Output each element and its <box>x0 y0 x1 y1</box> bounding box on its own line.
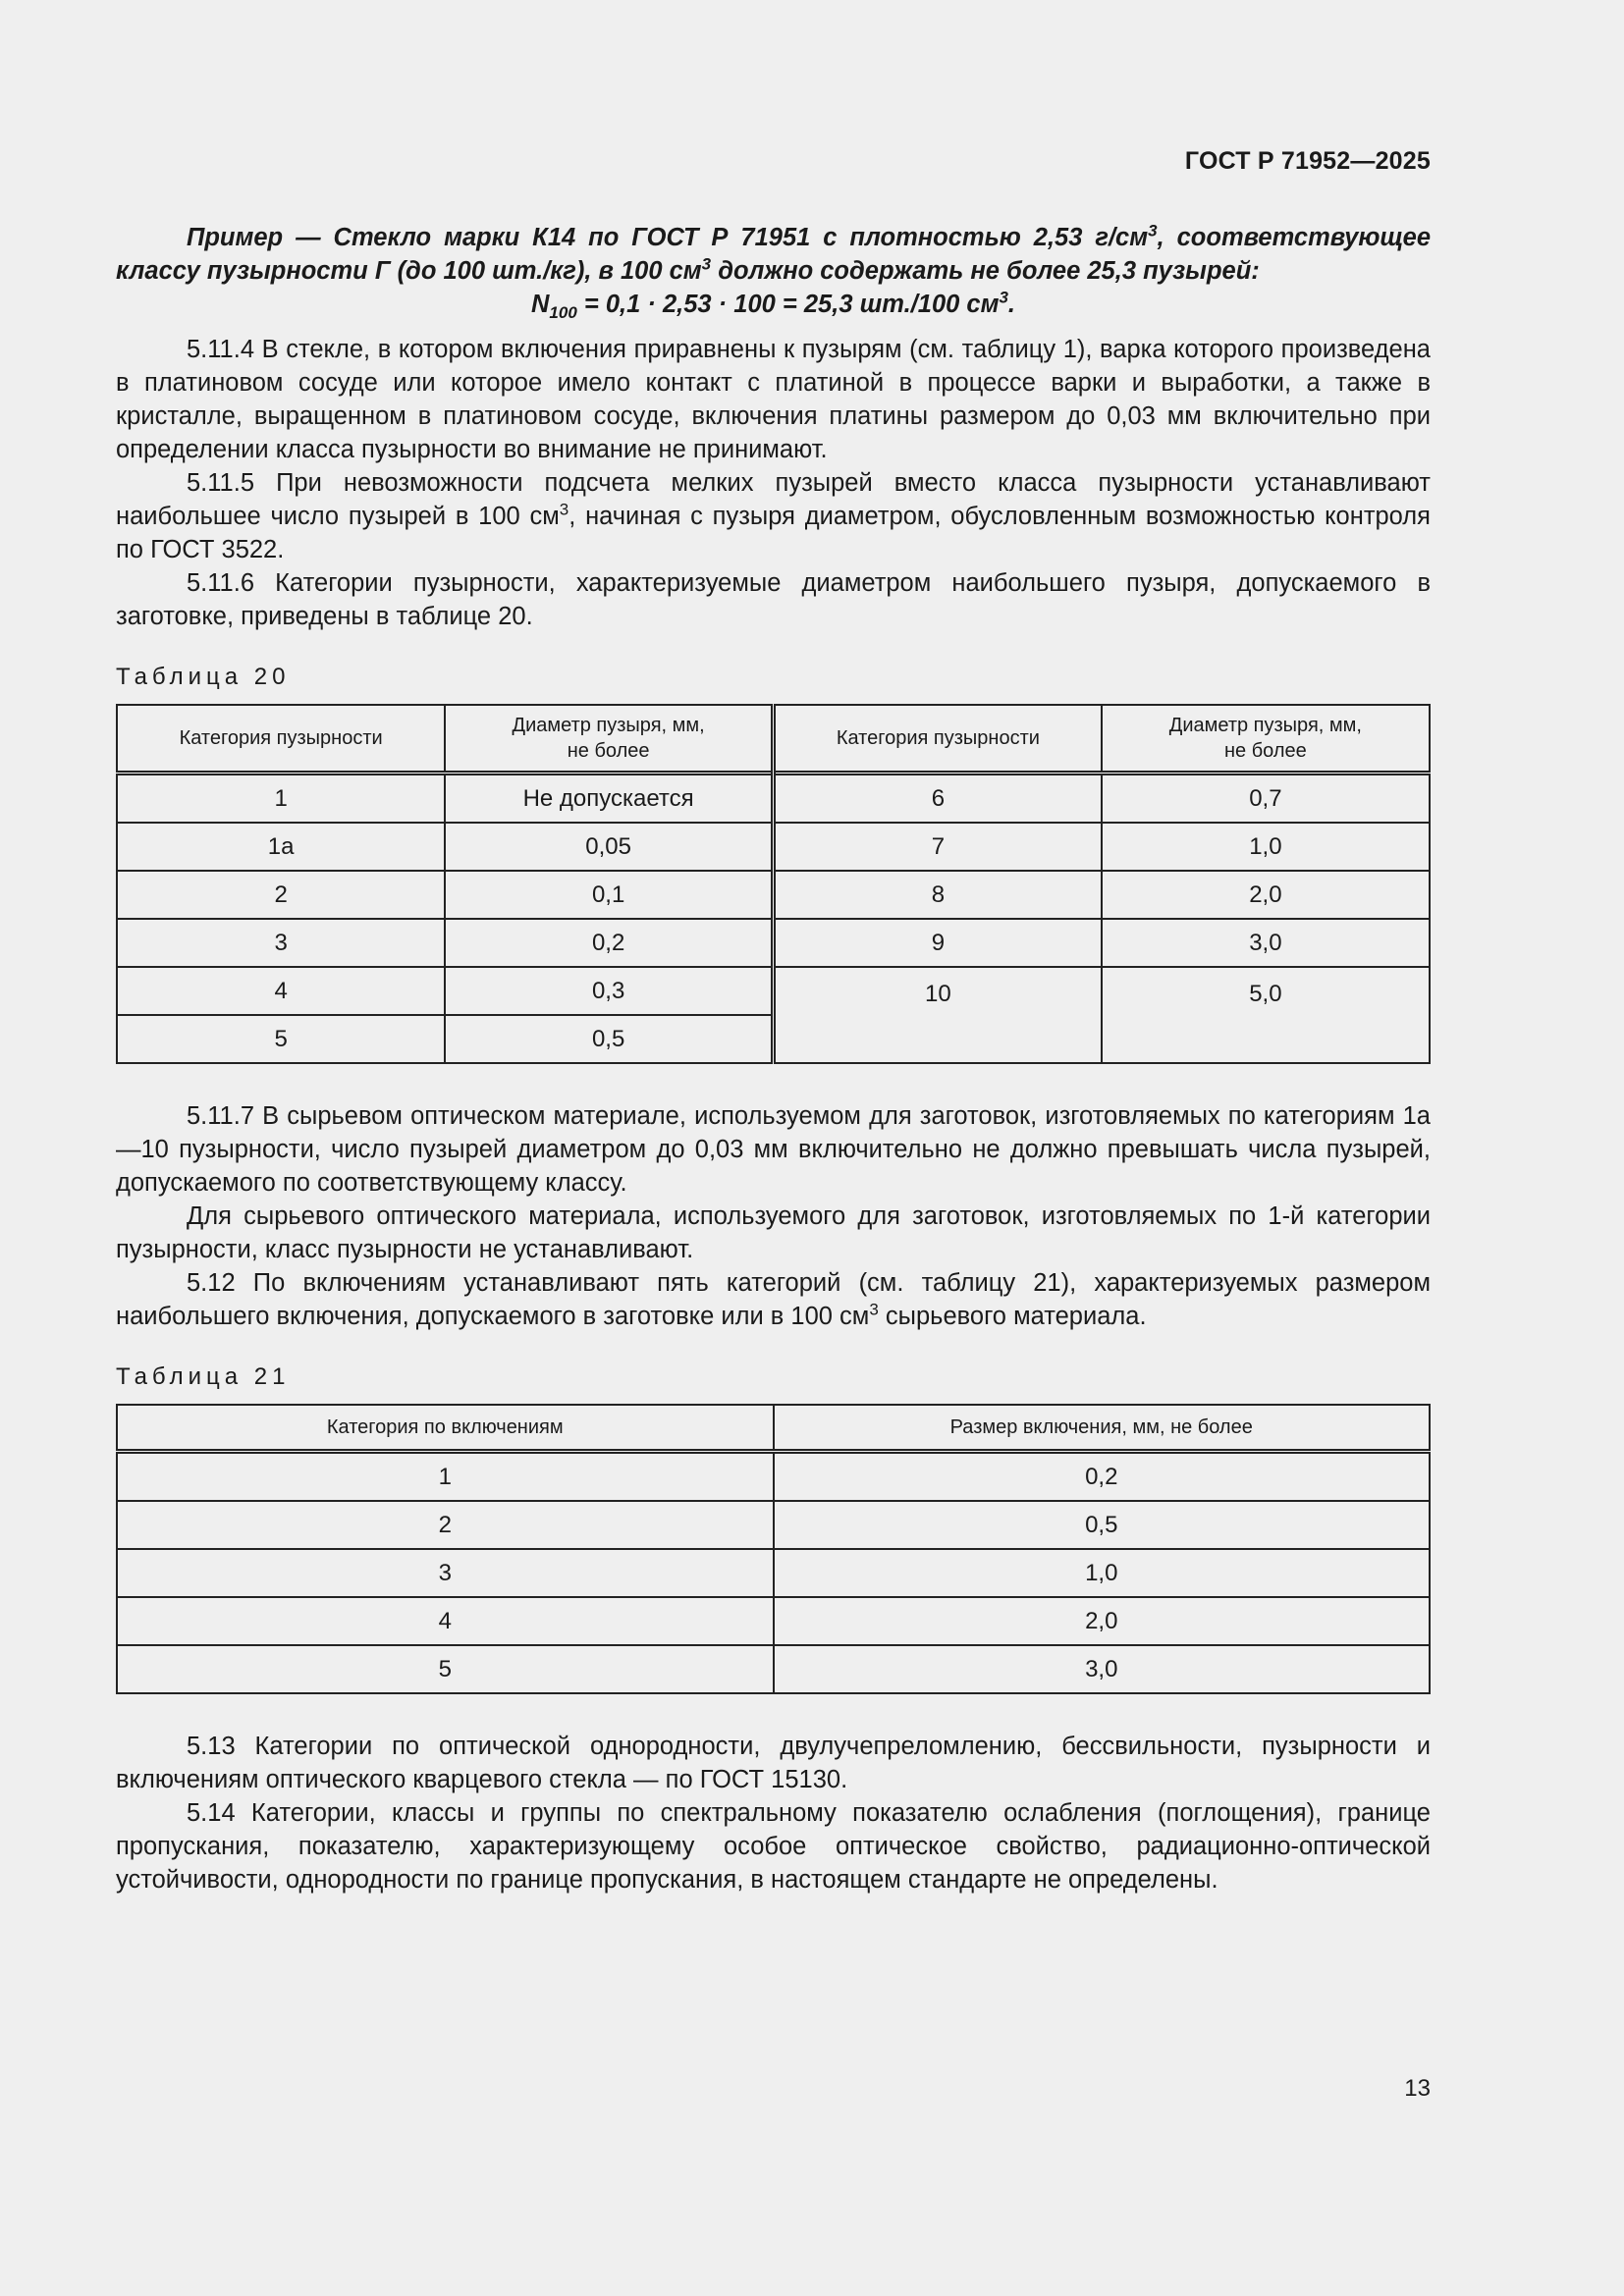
header-cell: Категория пузырности <box>774 705 1102 774</box>
table-cell: 1,0 <box>1102 823 1430 871</box>
paragraph-5-11-4: 5.11.4 В стекле, в котором включения приравнены к пузырям (см. таблицу 1), варка которого произведена в платиновом сосуде или которое имело контакт с платиной в процессе варки и выработки, а также в кристалле, выращенном в платиновом сосуде, включения платины размером до 0,03 мм включительно при определении класса пузырности во внимание не принимают. <box>116 336 1431 463</box>
header-cell-line: Диаметр пузыря, мм, <box>1168 715 1362 736</box>
formula-end: . <box>1007 291 1015 318</box>
formula-symbol: N <box>531 291 550 318</box>
after-table-20 <box>116 1099 1431 1333</box>
example-text-part: должно содержать не более 25,3 пузырей: <box>711 257 1260 285</box>
table-row <box>117 1501 1430 1549</box>
document-code-header: ГОСТ Р 71952—2025 <box>1184 147 1431 175</box>
table-cell: 1а <box>117 823 445 871</box>
table-row <box>117 1645 1430 1693</box>
table-cell: 5 <box>117 1015 445 1063</box>
example-text-part: , соответствующее классу пузырности Г (до 100 шт./кг), в 100 см <box>116 224 1431 285</box>
table-cell: 3 <box>117 1549 774 1597</box>
table-cell: 0,2 <box>445 919 773 967</box>
superscript: 3 <box>999 288 1008 307</box>
table-row <box>117 774 1430 824</box>
table-cell: 3,0 <box>774 1645 1431 1693</box>
table-cell: 7 <box>774 823 1102 871</box>
table-cell: 2 <box>117 1501 774 1549</box>
page-number: 13 <box>1404 2075 1431 2102</box>
example-block <box>116 221 1431 288</box>
table-row <box>117 1549 1430 1597</box>
table-cell: 0,3 <box>445 967 773 1015</box>
table-cell: 3,0 <box>1102 919 1430 967</box>
paragraph-5-11-7: 5.11.7 В сырьевом оптическом материале, используемом для заготовок, изготовляемых по категориям 1а—10 пузырности, число пузырей диаметром до 0,03 мм включительно не должно превышать числа пузырей, допускаемого по соответствующему классу. <box>116 1102 1431 1197</box>
example-formula <box>116 288 1431 321</box>
table-cell: 0,2 <box>774 1452 1431 1502</box>
paragraph-5-14: 5.14 Категории, классы и группы по спектральному показателю ослабления (поглощения), границе пропускания, показателю, характеризующему особое оптическое свойство, радиационно-оптической устойчивости, однородности по границе пропускания, в настоящем стандарте не определены. <box>116 1799 1431 1894</box>
paragraph-text-part: сырьевого материала. <box>878 1303 1147 1330</box>
table-21 <box>116 1404 1431 1694</box>
table-cell: 0,5 <box>445 1015 773 1063</box>
table-20 <box>116 704 1431 1064</box>
header-cell: Категория по включениям <box>117 1405 774 1452</box>
table-row <box>117 967 1430 1015</box>
table-21-caption: Таблица 21 <box>116 1363 291 1390</box>
table-cell: 5 <box>117 1645 774 1693</box>
table-row <box>117 871 1430 919</box>
table-cell: 4 <box>117 967 445 1015</box>
paragraph-5-11-6: 5.11.6 Категории пузырности, характеризуемые диаметром наибольшего пузыря, допускаемого в заготовке, приведены в таблице 20. <box>116 569 1431 630</box>
table-cell: 1 <box>117 1452 774 1502</box>
header-cell <box>445 705 773 774</box>
table-row <box>117 919 1430 967</box>
table-cell: 9 <box>774 919 1102 967</box>
table-cell: 0,1 <box>445 871 773 919</box>
table-row <box>117 823 1430 871</box>
table-cell: 0,5 <box>774 1501 1431 1549</box>
table-cell: 3 <box>117 919 445 967</box>
header-cell-line: Диаметр пузыря, мм, <box>512 715 705 736</box>
after-table-21 <box>116 1730 1431 1896</box>
table-cell: 2 <box>117 871 445 919</box>
paragraph-text-part: , начиная с пузыря диаметром, обусловленным возможностью контроля по ГОСТ 3522. <box>116 503 1431 563</box>
table-20-caption: Таблица 20 <box>116 664 291 690</box>
paragraph-5-11-5 <box>116 466 1431 566</box>
table-cell: 1 <box>117 774 445 824</box>
table-cell: Не допускается <box>445 774 773 824</box>
table-cell: 10 <box>774 967 1102 1063</box>
table-cell: 6 <box>774 774 1102 824</box>
header-cell: Категория пузырности <box>117 705 445 774</box>
header-cell-line: не более <box>1223 740 1307 762</box>
page-content <box>116 221 1431 1896</box>
superscript: 3 <box>559 500 569 519</box>
paragraph-5-11-7-continued: Для сырьевого оптического материала, используемого для заготовок, изготовляемых по 1-й категории пузырности, класс пузырности не устанавливают. <box>116 1202 1431 1263</box>
paragraph-5-12 <box>116 1266 1431 1333</box>
table-cell: 1,0 <box>774 1549 1431 1597</box>
paragraph-5-13: 5.13 Категории по оптической однородности, двулучепреломлению, бессвильности, пузырности и включениям оптического кварцевого стекла — по ГОСТ 15130. <box>116 1733 1431 1793</box>
header-cell: Размер включения, мм, не более <box>774 1405 1431 1452</box>
table-cell: 8 <box>774 871 1102 919</box>
superscript: 3 <box>701 254 712 274</box>
table-cell: 4 <box>117 1597 774 1645</box>
table-cell: 0,05 <box>445 823 773 871</box>
header-cell <box>1102 705 1430 774</box>
superscript: 3 <box>1148 221 1158 240</box>
example-text <box>116 221 1431 288</box>
table-row <box>117 1452 1430 1502</box>
table-cell: 2,0 <box>1102 871 1430 919</box>
paragraph-text-part: 5.11.5 При невозможности подсчета мелких пузырей вместо класса пузырности устанавливают наибольшее число пузырей в 100 см <box>116 469 1431 530</box>
table-header-row <box>117 1405 1430 1452</box>
table-cell: 5,0 <box>1102 967 1430 1063</box>
table-cell: 0,7 <box>1102 774 1430 824</box>
table-row <box>117 1597 1430 1645</box>
formula-body: = 0,1 · 2,53 · 100 = 25,3 шт./100 см <box>576 291 1000 318</box>
subscript: 100 <box>549 303 577 323</box>
table-header-row <box>117 705 1430 774</box>
superscript: 3 <box>869 1300 879 1319</box>
header-cell-line: не более <box>567 740 650 762</box>
example-text-part: Пример — Стекло марки К14 по ГОСТ Р 71951 с плотностью 2,53 г/см <box>187 224 1149 251</box>
paragraph-text-part: 5.12 По включениям устанавливают пять категорий (см. таблицу 21), характеризуемых размером наибольшего включения, допускаемого в заготовке или в 100 см <box>116 1269 1431 1330</box>
table-cell: 2,0 <box>774 1597 1431 1645</box>
